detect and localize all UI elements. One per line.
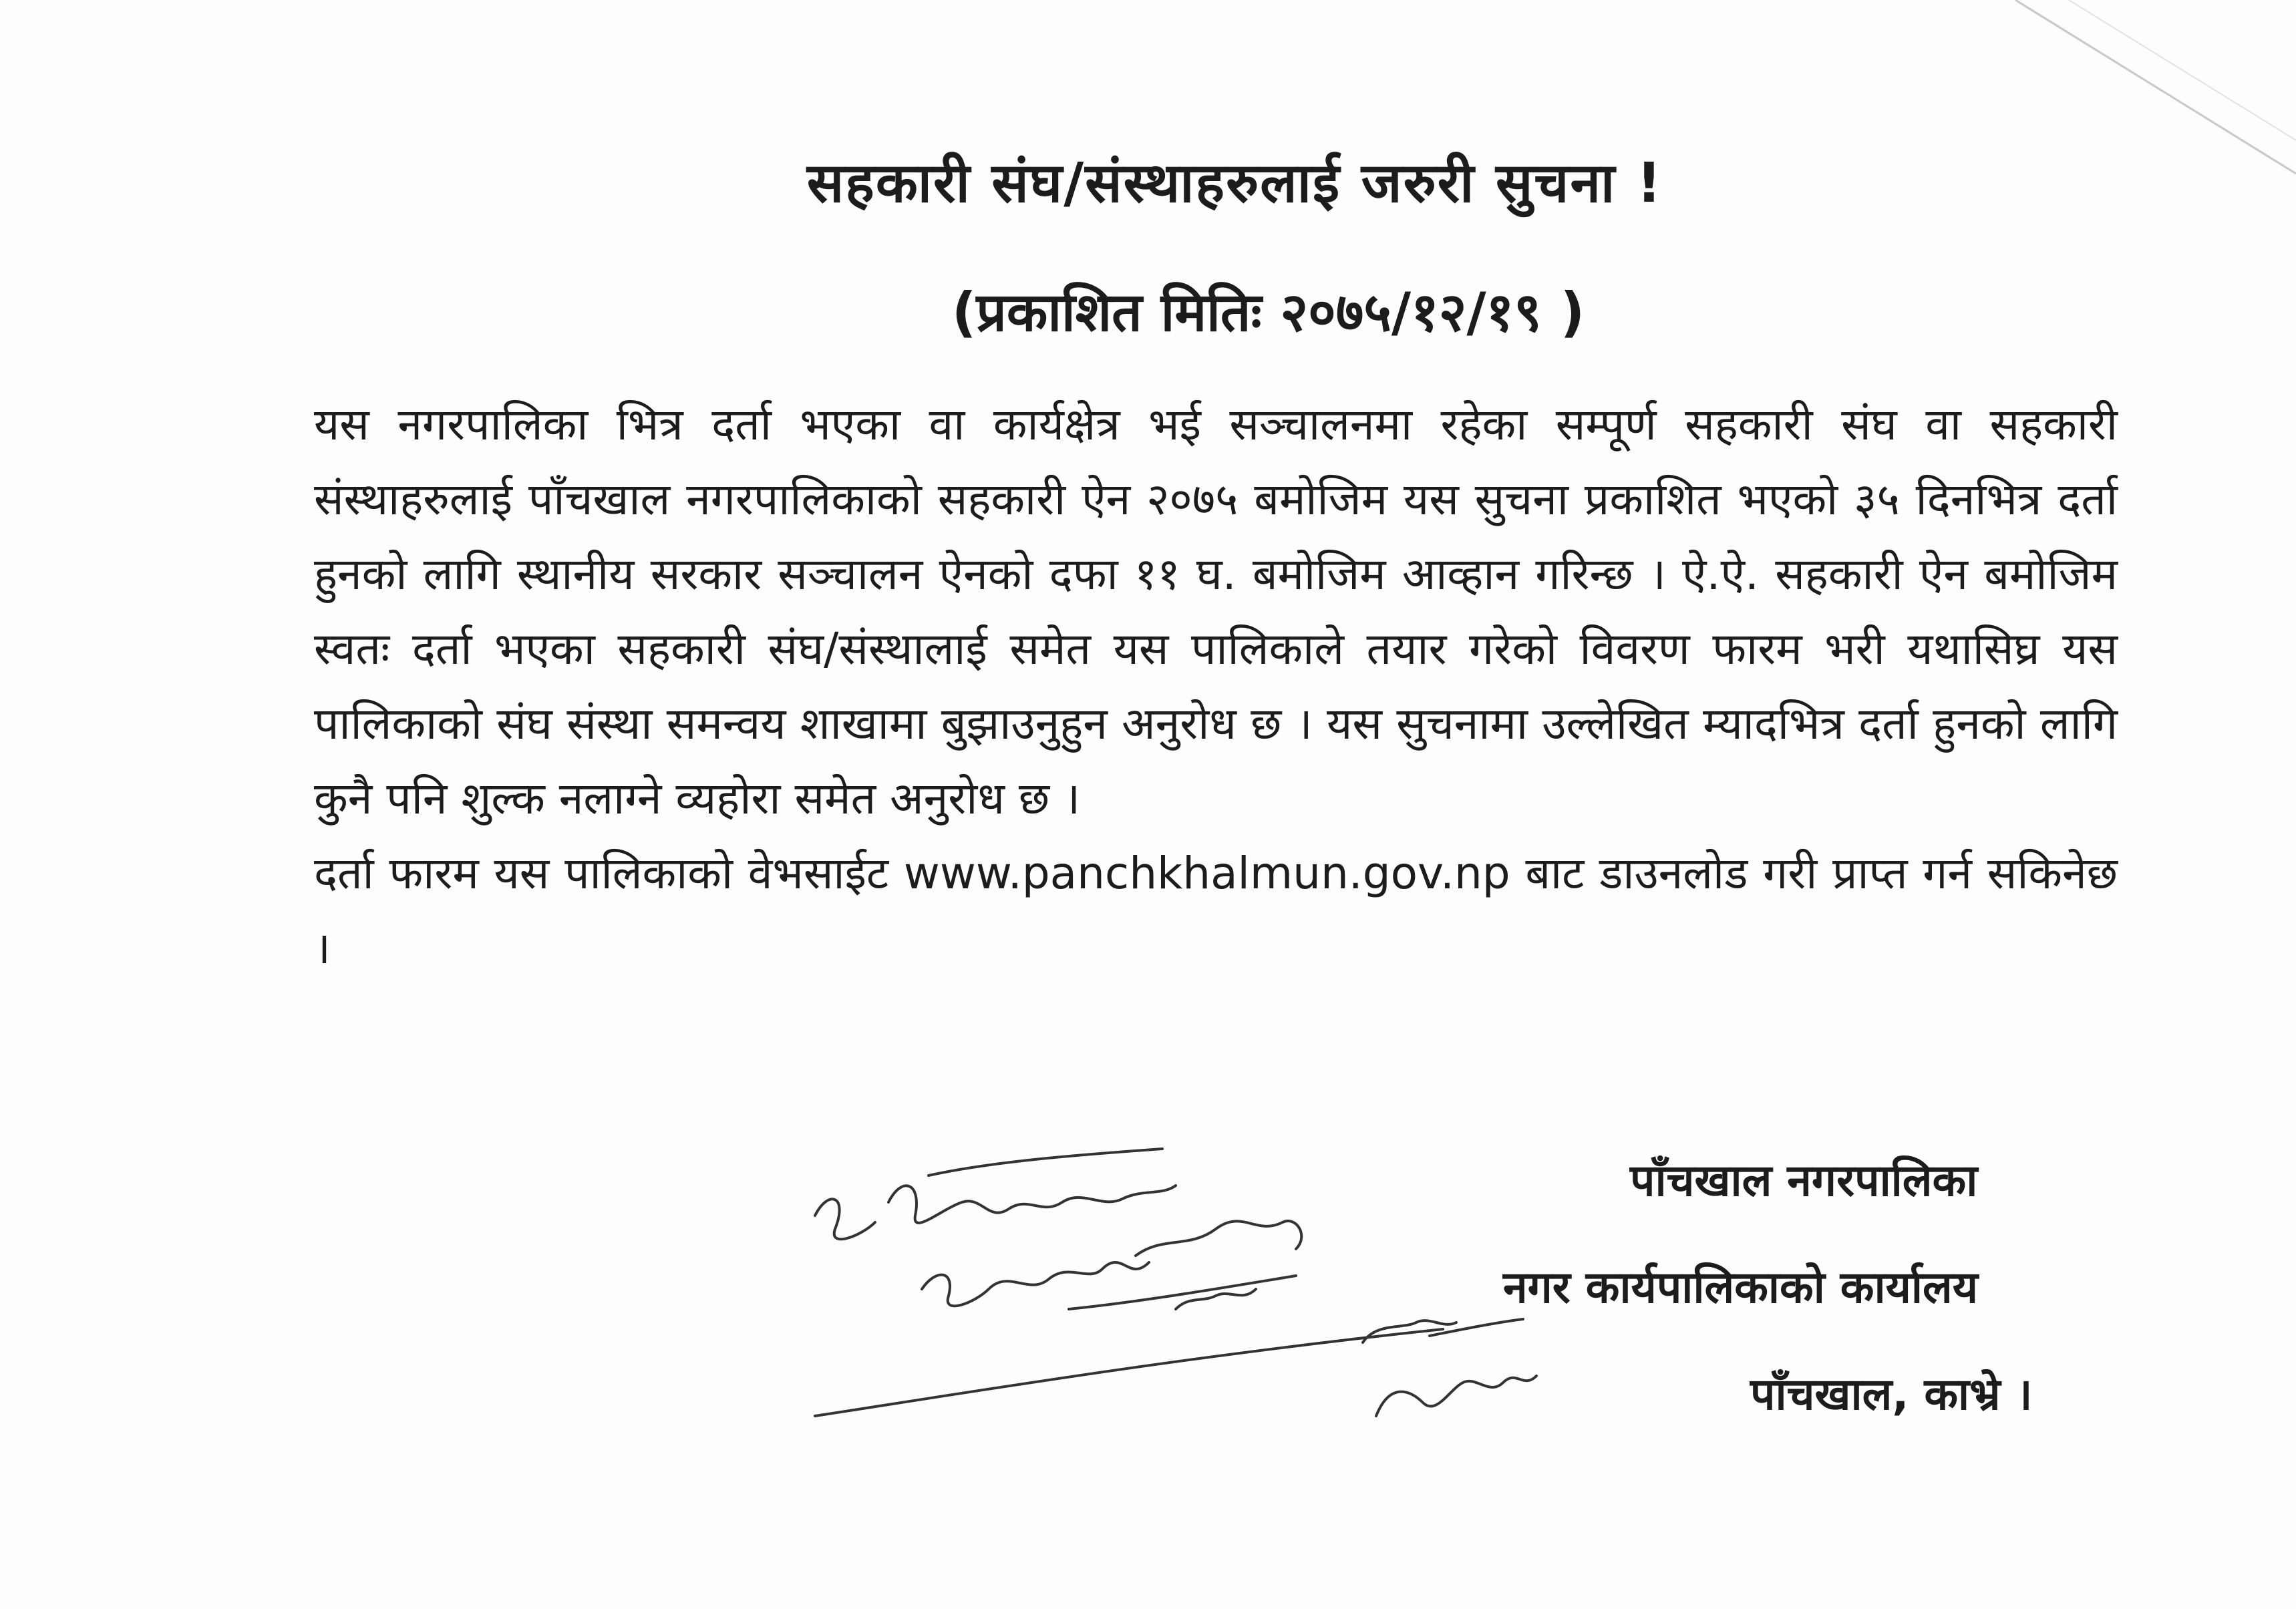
form-text-after: बाट डाउनलोड गरी प्राप्त गर्न सकिनेछ । bbox=[314, 848, 2118, 974]
form-text-before: दर्ता फारम यस पालिकाको वेभसाईट bbox=[314, 848, 889, 899]
signoff-organization: पाँचखाल नगरपालिका bbox=[1630, 1155, 1978, 1206]
website-link[interactable]: www.panchkhalmun.gov.np bbox=[903, 848, 1510, 899]
notice-paragraph-form bbox=[314, 836, 2118, 986]
notice-title: सहकारी संघ/संस्थाहरुलाई जरुरी सुचना ! bbox=[806, 152, 1663, 215]
signoff-address: पाँचखाल, काभ्रे । bbox=[1750, 1369, 2033, 1420]
handwritten-signature bbox=[788, 1135, 1590, 1443]
notice-body bbox=[314, 387, 2118, 986]
signoff-office: नगर कार्यपालिकाको कार्यालय bbox=[1503, 1262, 1978, 1313]
notice-paragraph-main: यस नगरपालिका भित्र दर्ता भएका वा कार्यक्षेत्र भई सञ्चालनमा रहेका सम्पूर्ण सहकारी संघ वा सहकारी संस्थाहरुलाई पाँचखाल नगरपालिकाको सहकारी ऐन २०७५ बमोजिम यस सुचना प्रकाशित भएको ३५ दिनभित्र दर्ता हुनको लागि स्थानीय सरकार सञ्चालन ऐनको दफा ११ घ. बमोजिम आव्हान गरिन्छ । ऐ.ऐ. सहकारी ऐन बमोजिम स्वतः दर्ता भएका सहकारी संघ/संस्थालाई समेत यस पालिकाले तयार गरेको विवरण फारम भरी यथासिघ्र यस पालिकाको संघ संस्था समन्वय शाखामा बुझाउनुहुन अनुरोध छ । यस सुचनामा उल्लेखित म्यादभित्र दर्ता हुनको लागि कुनै पनि शुल्क नलाग्ने व्यहोरा समेत अनुरोध छ । bbox=[314, 399, 2118, 824]
published-date: (प्रकाशित मितिः २०७५/१२/१९ ) bbox=[951, 281, 1585, 343]
